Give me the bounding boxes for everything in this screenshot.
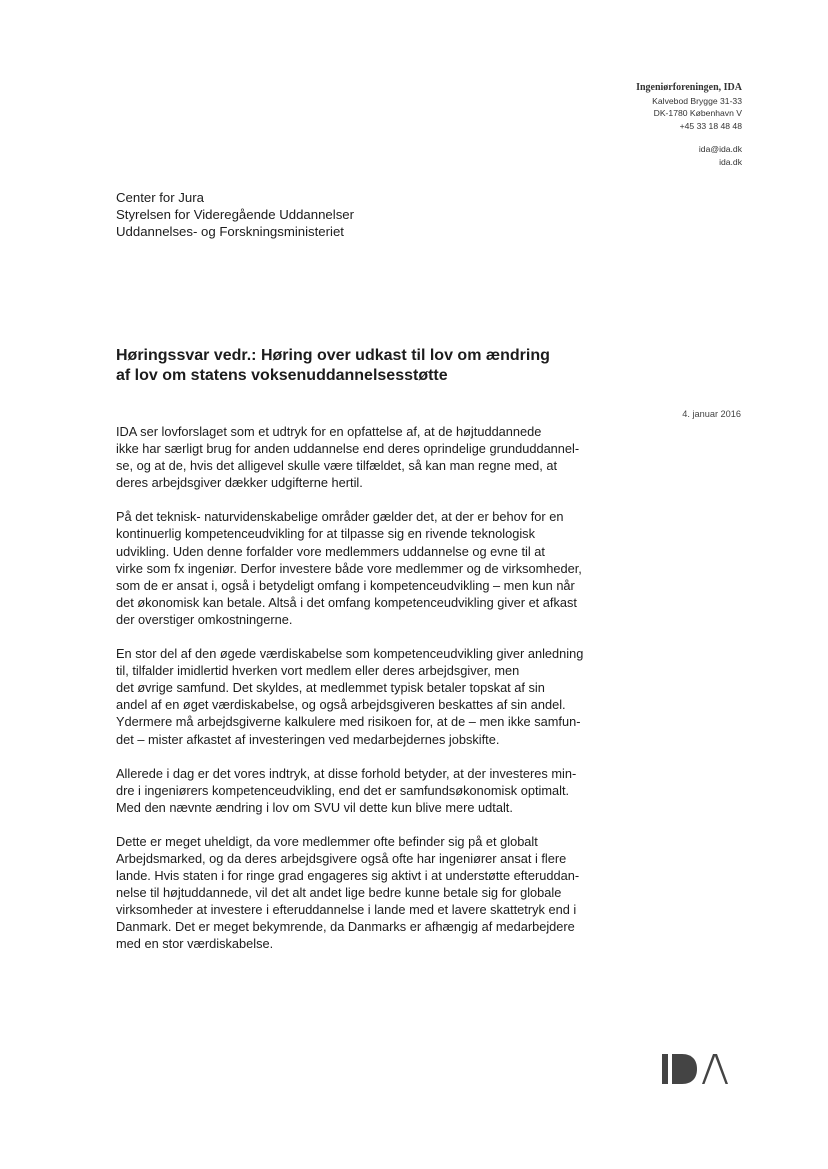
sender-block xyxy=(636,82,742,168)
body-paragraph-1 xyxy=(116,423,606,491)
body-line: med en stor værdiskabelse. xyxy=(116,936,274,952)
recipient-line3: Uddannelses- og Forskningsministeriet xyxy=(116,224,344,239)
body-line: Allerede i dag er det vores indtryk, at disse forhold betyder, at der investeres min- xyxy=(116,765,577,781)
body-line: andel af en øget værdiskabelse, og også arbejdsgiveren beskattes af sin andel. xyxy=(116,697,566,713)
sender-address-line2: DK-1780 København V xyxy=(653,108,742,118)
recipient-line2: Styrelsen for Videregående Uddannelser xyxy=(116,207,355,222)
body-line: det – mister afkastet af investeringen ved medarbejdernes jobskifte. xyxy=(116,731,500,747)
subject-heading xyxy=(116,346,550,386)
body-line: virksomheder at investere i efteruddannelse i lande med et lavere skattetryk end i xyxy=(116,902,577,918)
recipient-block xyxy=(116,189,354,240)
body-line: som de er ansat i, også i betydeligt omfang i kompetenceudvikling – men kun når xyxy=(116,577,575,593)
body-paragraph-5 xyxy=(116,833,606,953)
body-line: til, tilfalder imidlertid hverken vort medlem eller deres arbejdsgiver, men xyxy=(116,663,520,679)
body-line: Med den nævnte ændring i lov om SVU vil dette kun blive mere udtalt. xyxy=(116,799,513,815)
body-line: ikke har særligt brug for anden uddannelse end deres oprindelige grunduddannel- xyxy=(116,441,580,457)
recipient-line1: Center for Jura xyxy=(116,190,204,205)
body-line: der overstiger omkostningerne. xyxy=(116,611,293,627)
body-line: På det teknisk- naturvidenskabelige områder gælder det, at der er behov for en xyxy=(116,509,564,525)
subject-line2: af lov om statens voksenuddannelsesstøtte xyxy=(116,367,448,384)
sender-phone: +45 33 18 48 48 xyxy=(679,120,742,131)
body-line: virke som fx ingeniør. Derfor investere både vore medlemmer og de virksomheder, xyxy=(116,560,582,576)
body-line: nelse til højtuddannede, vil det alt andet lige bedre kunne betale sig for globale xyxy=(116,885,562,901)
body-line: det økonomisk kan betale. Altså i det omfang kompetenceudvikling giver et afkast xyxy=(116,594,577,610)
letter-body xyxy=(116,423,606,970)
body-line: Ydermere må arbejdsgiverne kalkulere med risikoen for, at de – men ikke samfun- xyxy=(116,714,581,730)
body-line: Danmark. Det er meget bekymrende, da Danmarks er afhængig af medarbejdere xyxy=(116,919,575,935)
body-line: se, og at de, hvis det alligevel skulle være tilfældet, så kan man regne med, at xyxy=(116,458,558,474)
body-line: det øvrige samfund. Det skyldes, at medlemmet typisk betaler topskat af sin xyxy=(116,680,545,696)
ida-logo-a xyxy=(702,1054,728,1084)
body-line: IDA ser lovforslaget som et udtryk for en opfattelse af, at de højtuddannede xyxy=(116,424,542,439)
sender-address-line1: Kalvebod Brygge 31-33 xyxy=(652,95,742,106)
body-line: dre i ingeniørers kompetenceudvikling, end det er samfundsøkonomisk optimalt. xyxy=(116,782,570,798)
body-line: lande. Hvis staten i for ringe grad engageres sig aktivt i at understøtte efteruddan- xyxy=(116,868,580,884)
ida-logo-i xyxy=(662,1054,668,1084)
body-line: Arbejdsmarked, og da deres arbejdsgivere også ofte har ingeniører ansat i flere xyxy=(116,850,567,866)
letter-date: 4. januar 2016 xyxy=(682,409,741,419)
body-paragraph-4 xyxy=(116,765,606,816)
sender-website: ida.dk xyxy=(719,156,742,167)
body-line: udvikling. Uden denne forfalder vore medlemmers uddannelse og evne til at xyxy=(116,543,545,559)
body-paragraph-3 xyxy=(116,645,606,748)
subject-line1: Høringssvar vedr.: Høring over udkast til lov om ændring xyxy=(116,347,550,364)
ida-logo-d xyxy=(672,1054,697,1084)
body-line: En stor del af den øgede værdiskabelse som kompetenceudvikling giver anledning xyxy=(116,646,584,662)
sender-email: ida@ida.dk xyxy=(698,144,742,154)
sender-organization: Ingeniørforeningen, IDA xyxy=(636,82,742,93)
body-line: kontinuerlig kompetenceudvikling for at tilpasse sig en rivende teknologisk xyxy=(116,526,535,542)
ida-logo xyxy=(662,1052,742,1086)
body-line: deres arbejdsgiver dækker udgifterne hertil. xyxy=(116,475,363,491)
body-line: Dette er meget uheldigt, da vore medlemmer ofte befinder sig på et globalt xyxy=(116,833,538,849)
body-paragraph-2 xyxy=(116,508,606,628)
